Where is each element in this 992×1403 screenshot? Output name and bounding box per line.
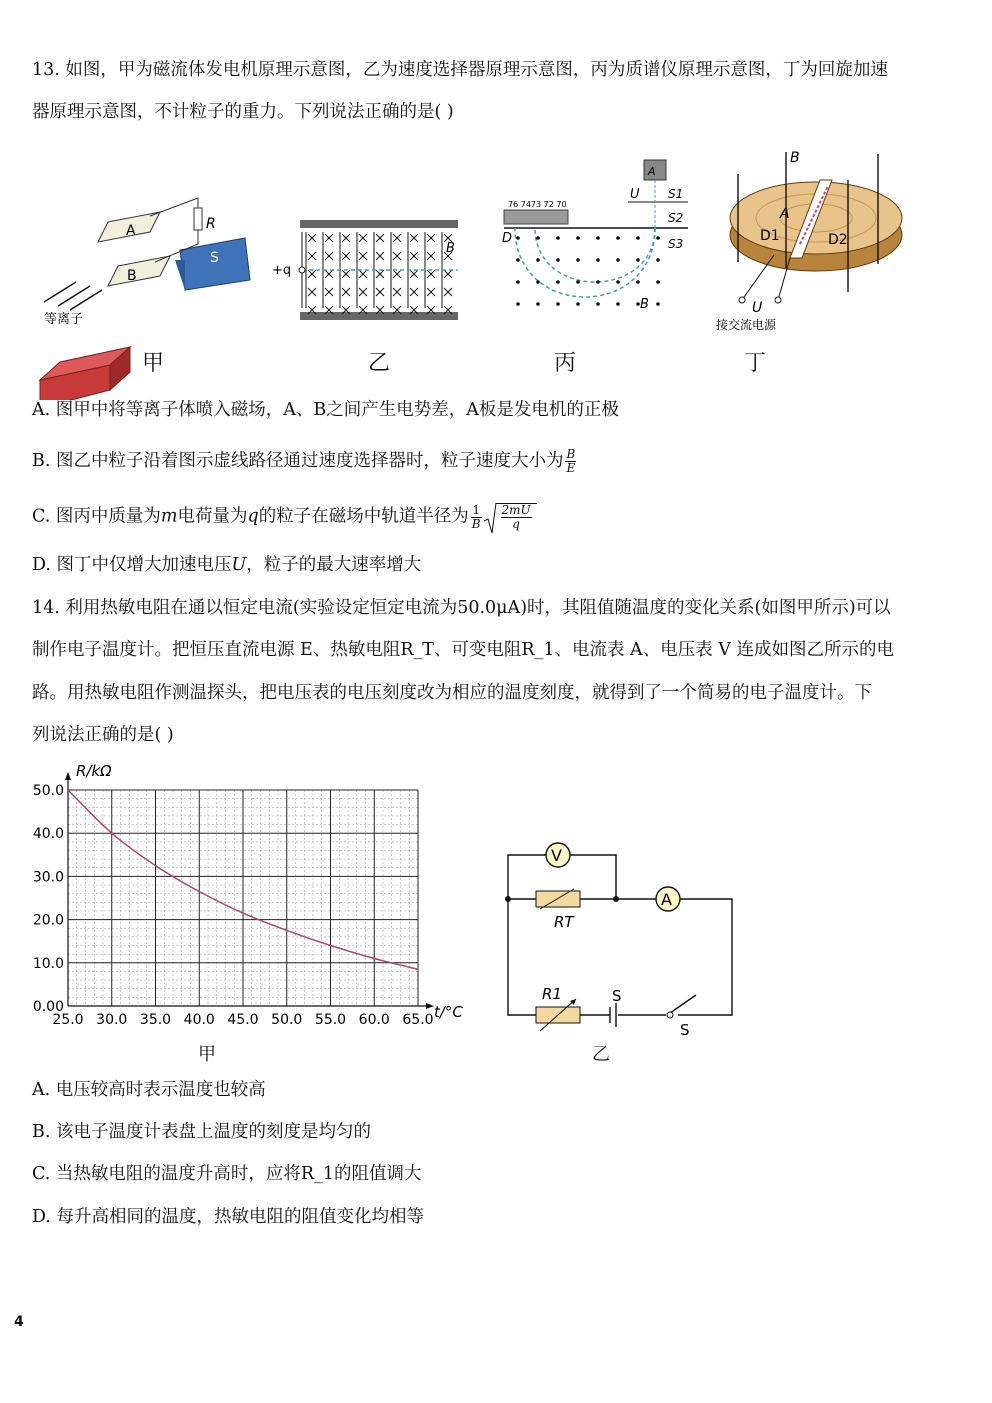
figure-yi <box>272 220 458 320</box>
q14-line2: 制作电子温度计。把恒压直流电源 E、热敏电阻R_T、可变电阻R_1、电流表 A、电压表 V 连成如图乙所示的电 <box>32 640 894 660</box>
figure-bing <box>502 160 688 312</box>
fig-jia-ion: 等离子 <box>44 312 84 327</box>
fig-ding-u: U <box>752 300 763 316</box>
ammeter-label: A <box>661 890 672 909</box>
q14-option-b: B. 该电子温度计表盘上温度的刻度是均匀的 <box>32 1122 371 1142</box>
y-tick-label: 40.0 <box>32 826 64 843</box>
fig-ding-ac: 接交流电源 <box>716 318 777 332</box>
caption-bing: 丙 <box>554 351 577 376</box>
x-tick-label: 40.0 <box>183 1012 215 1028</box>
y-tick-label: 50.0 <box>32 783 64 799</box>
fraction-numerator: B <box>566 447 576 461</box>
fig-bing-s2: S2 <box>668 211 684 225</box>
x-tick-label: 65.0 <box>402 1012 434 1028</box>
fig-yi-q: +q <box>272 263 292 278</box>
fig-bing-a: A <box>648 165 656 178</box>
x-tick-label: 55.0 <box>314 1012 347 1028</box>
switch-icon <box>667 1012 673 1018</box>
q13-option-c-fraction <box>471 504 482 531</box>
square-root <box>484 503 537 531</box>
caption-yi: 乙 <box>368 351 391 376</box>
q13-option-c-text: C. 图丙中质量为 <box>32 506 161 527</box>
x-tick-label: 35.0 <box>139 1012 172 1028</box>
symbol-m: m <box>160 506 178 527</box>
chart-y-label: R/kΩ <box>76 762 112 780</box>
fig-bing-s3: S3 <box>668 237 684 251</box>
q14-line1: 14. 利用热敏电阻在通以恒定电流(实验设定恒定电流为50.0μA)时，其阻值随温度的变化关系(如图甲所示)可以 <box>32 598 891 618</box>
page-number: 4 <box>14 1314 24 1330</box>
q13-option-d-text2: ，粒子的最大速率增大 <box>246 555 422 575</box>
variable-resistor-label: R1 <box>542 985 562 1003</box>
q14-option-a: A. 电压较高时表示温度也较高 <box>32 1080 266 1100</box>
voltmeter-label: V <box>551 846 562 865</box>
q13-option-c <box>32 503 537 531</box>
symbol-u: U <box>231 555 247 575</box>
q13-option-b-fraction <box>565 448 576 475</box>
y-tick-label: 10.0 <box>32 955 64 972</box>
q13-option-b <box>32 448 578 475</box>
caption-ding: 丁 <box>744 351 767 376</box>
q13-line2: 器原理示意图，不计粒子的重力。下列说法正确的是( ) <box>32 102 454 122</box>
fig-jia-b: B <box>127 268 137 284</box>
q13-option-b-text: B. 图乙中粒子沿着图示虚线路径通过速度选择器时，粒子速度大小为 <box>32 451 564 471</box>
symbol-q: q <box>247 506 259 527</box>
y-tick-label: 0.00 <box>32 999 64 1015</box>
q13-option-d <box>32 553 421 577</box>
q14-option-c: C. 当热敏电阻的温度升高时，应将R_1的阻值调大 <box>32 1164 422 1184</box>
fig-yi-b: B <box>446 241 455 256</box>
x-tick-label: 45.0 <box>227 1012 259 1028</box>
fig-ding-d2: D2 <box>828 232 848 248</box>
fig-ding-a: A <box>780 206 790 222</box>
q13-option-a: A. 图甲中将等离子体喷入磁场，A、B之间产生电势差，A板是发电机的正极 <box>32 400 619 420</box>
fraction-denominator: E <box>566 461 576 475</box>
x-tick-label: 50.0 <box>271 1012 303 1028</box>
fig-bing-scale: 76 7473 72 70 <box>508 200 567 209</box>
y-tick-label: 30.0 <box>32 869 64 886</box>
q14-option-d: D. 每升高相同的温度，热敏电阻的阻值变化均相等 <box>32 1207 425 1227</box>
caption-chart-jia: 甲 <box>198 1044 216 1065</box>
fig-bing-s1: S1 <box>668 187 684 201</box>
resistance-temperature-chart <box>20 760 490 1040</box>
sqrt-numerator: 2mU <box>501 503 531 517</box>
figure-ding <box>716 150 902 332</box>
chart-x-label: t/°C <box>434 1003 463 1021</box>
fig-bing-d: D <box>502 231 513 246</box>
x-tick-label: 60.0 <box>358 1012 390 1028</box>
q13-option-c-text3: 的粒子在磁场中轨道半径为 <box>258 506 469 527</box>
sqrt-denominator: q <box>512 517 520 531</box>
caption-circuit-yi: 乙 <box>592 1044 610 1065</box>
x-tick-label: 25.0 <box>52 1012 84 1028</box>
fig-ding-d1: D1 <box>760 228 780 244</box>
circuit-diagram <box>490 835 750 1045</box>
fig-jia-r: R <box>206 216 216 232</box>
fig-jia-a: A <box>126 223 136 239</box>
q13-line1: 13. 如图，甲为磁流体发电机原理示意图，乙为速度选择器原理示意图，丙为质谱仪原理示意图，丁为回旋加速 <box>32 60 888 80</box>
q13-option-c-text2: 电荷量为 <box>177 506 248 527</box>
q13-option-d-text: D. 图丁中仅增大加速电压 <box>32 555 232 575</box>
switch-label: S <box>680 1021 690 1039</box>
y-tick-label: 20.0 <box>32 912 64 929</box>
fraction-denominator: B <box>471 516 481 531</box>
battery-label: S <box>612 987 622 1005</box>
fig-bing-b: B <box>640 297 649 312</box>
q14-line3: 路。用热敏电阻作测温探头，把电压表的电压刻度改为相应的温度刻度，就得到了一个简易的电子温度计。下 <box>32 683 872 703</box>
q14-line4: 列说法正确的是( ) <box>32 725 174 745</box>
fig-bing-u: U <box>630 187 640 202</box>
fig-jia-n: N <box>80 225 90 240</box>
fraction-numerator: 1 <box>472 502 480 517</box>
thermistor-label: RT <box>554 913 574 931</box>
thermistor-icon <box>536 891 580 907</box>
caption-jia: 甲 <box>142 351 165 376</box>
fig-ding-b: B <box>790 150 800 166</box>
fig-jia-s: S <box>210 250 219 266</box>
x-tick-label: 30.0 <box>96 1012 128 1028</box>
